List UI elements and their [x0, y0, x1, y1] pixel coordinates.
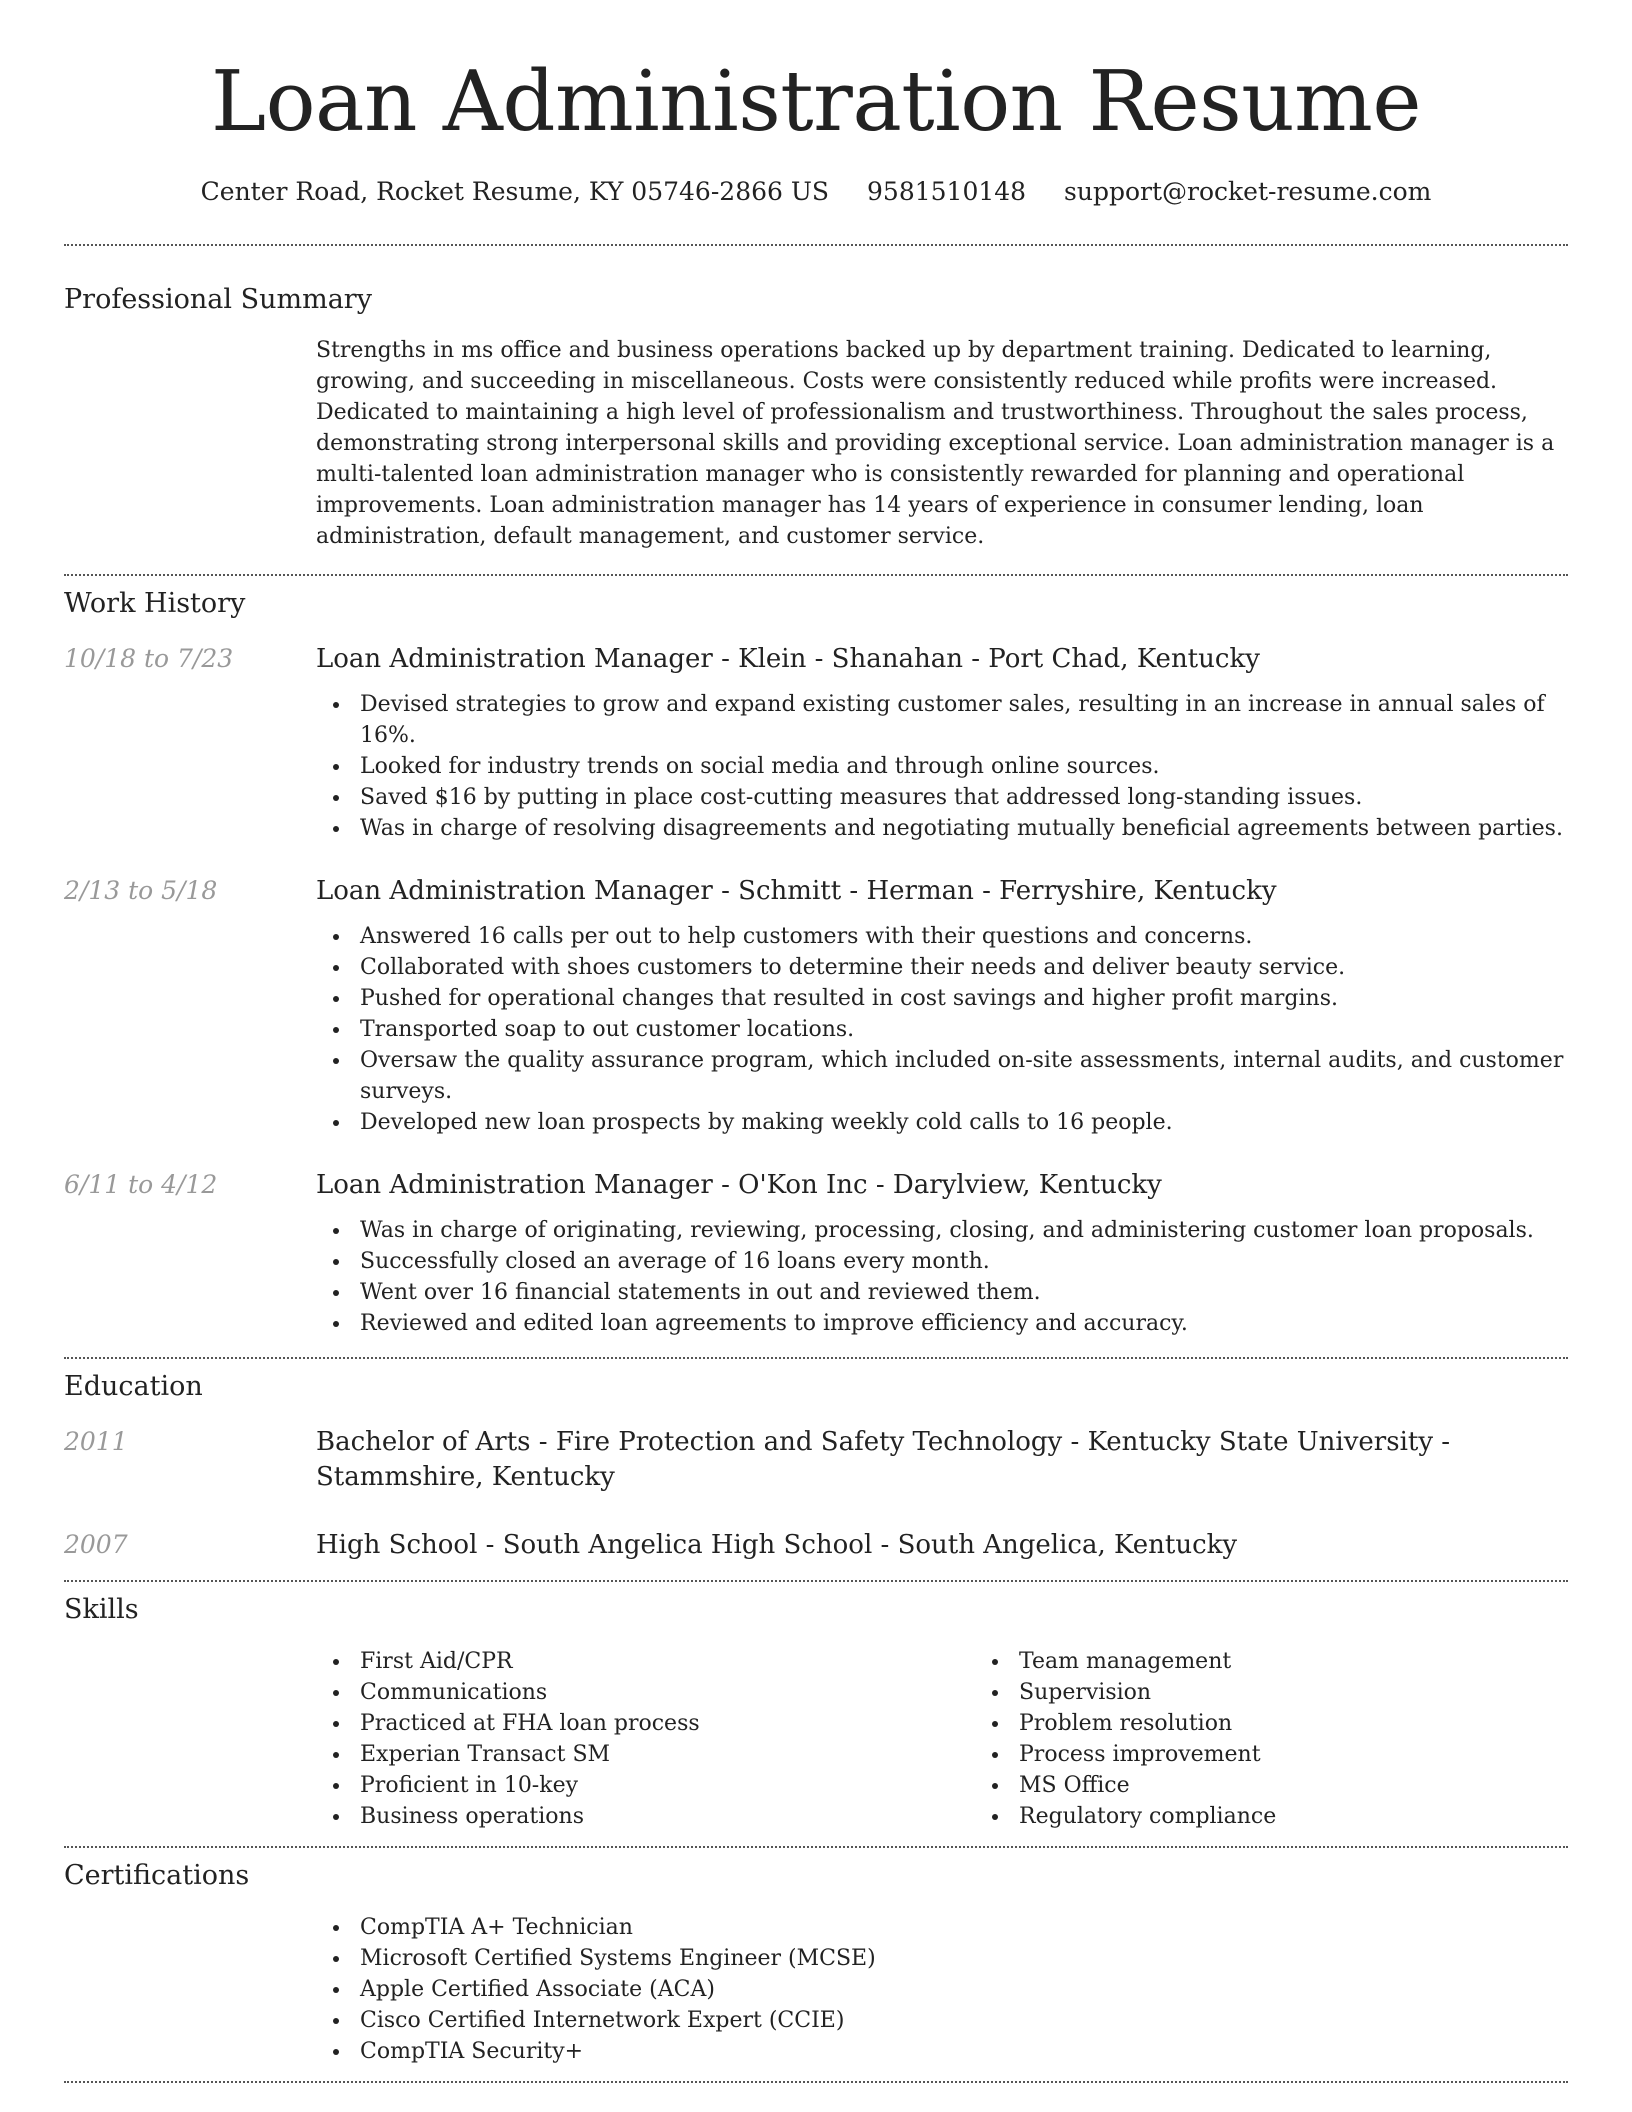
job-bullets [316, 1215, 1568, 1339]
job-dates: 10/18 to 7/23 [64, 644, 234, 673]
list-item: Experian Transact SM [360, 1739, 975, 1770]
contact-email: support@rocket-resume.com [1064, 177, 1432, 206]
education-entry [64, 1425, 1568, 1495]
list-item: Was in charge of originating, reviewing, processing, closing, and administering customer loan proposals. [360, 1215, 1568, 1246]
list-item: CompTIA Security+ [360, 2036, 1568, 2067]
certifications-list [316, 1912, 1568, 2067]
list-item: First Aid/CPR [360, 1646, 975, 1677]
certifications-row [64, 1900, 1568, 2067]
list-item: Collaborated with shoes customers to determine their needs and deliver beauty service. [360, 952, 1568, 983]
contact-line [64, 174, 1568, 210]
list-item: Saved $16 by putting in place cost-cutting measures that addressed long-standing issues. [360, 782, 1568, 813]
job-entry [64, 642, 1568, 844]
list-item: Microsoft Certified Systems Engineer (MCSE) [360, 1943, 1568, 1974]
summary-row [64, 335, 1568, 552]
education-school: - Kentucky State University - Stammshire, Kentucky [316, 1427, 1451, 1492]
job-bullets [316, 689, 1568, 844]
list-item: CompTIA A+ Technician [360, 1912, 1568, 1943]
list-item: Answered 16 calls per out to help customers with their questions and concerns. [360, 921, 1568, 952]
list-item: MS Office [1019, 1770, 1632, 1801]
list-item: Successfully closed an average of 16 loans every month. [360, 1246, 1568, 1277]
list-item: Communications [360, 1677, 975, 1708]
list-item: Reviewed and edited loan agreements to improve efficiency and accuracy. [360, 1308, 1568, 1339]
education-entry [64, 1528, 1568, 1563]
list-item: Regulatory compliance [1019, 1801, 1632, 1832]
list-item: Cisco Certified Internetwork Expert (CCIE) [360, 2005, 1568, 2036]
certifications-heading: Certifications [64, 1860, 250, 1891]
list-item: Went over 16 financial statements in out and reviewed them. [360, 1277, 1568, 1308]
list-item: Developed new loan prospects by making weekly cold calls to 16 people. [360, 1107, 1568, 1138]
list-item: Supervision [1019, 1677, 1632, 1708]
list-item: Practiced at FHA loan process [360, 1708, 975, 1739]
education-school: - South Angelica High School - South Angelica, Kentucky [477, 1530, 1238, 1560]
list-item: Devised strategies to grow and expand existing customer sales, resulting in an increase in annual sales of 16%. [360, 689, 1568, 751]
list-item: Was in charge of resolving disagreements and negotiating mutually beneficial agreements between parties. [360, 813, 1568, 844]
list-item: Oversaw the quality assurance program, which included on-site assessments, internal audits, and customer surveys. [360, 1045, 1568, 1107]
summary-heading: Professional Summary [64, 284, 372, 315]
skills-list-left [316, 1646, 975, 1832]
job-dates: 2/13 to 5/18 [64, 876, 218, 905]
skills-list-right [975, 1646, 1632, 1832]
contact-address: Center Road, Rocket Resume, KY 05746-2866 US [200, 177, 830, 206]
list-item: Process improvement [1019, 1739, 1632, 1770]
job-title: Loan Administration Manager - Schmitt - Herman - Ferryshire, Kentucky [316, 876, 1277, 906]
list-item: Apple Certified Associate (ACA) [360, 1974, 1568, 2005]
education-degree: Bachelor of Arts - Fire Protection and Safety Technology [316, 1427, 1063, 1457]
education-degree: High School [316, 1530, 478, 1560]
job-dates: 6/11 to 4/12 [64, 1170, 218, 1199]
education-year: 2011 [64, 1427, 128, 1456]
contact-phone: 9581510148 [867, 177, 1027, 206]
resume-title: Loan Administration Resume [210, 53, 1422, 150]
list-item: Transported soap to out customer locations. [360, 1014, 1568, 1045]
job-bullets [316, 921, 1568, 1138]
section-divider [64, 2081, 1568, 2083]
list-item: Looked for industry trends on social media and through online sources. [360, 751, 1568, 782]
work-history-heading: Work History [64, 588, 246, 619]
education-heading: Education [64, 1371, 203, 1402]
education-year: 2007 [64, 1530, 128, 1559]
list-item: Pushed for operational changes that resulted in cost savings and higher profit margins. [360, 983, 1568, 1014]
list-item: Team management [1019, 1646, 1632, 1677]
job-entry [64, 1168, 1568, 1339]
list-item: Problem resolution [1019, 1708, 1632, 1739]
list-item: Proficient in 10-key [360, 1770, 975, 1801]
job-entry [64, 874, 1568, 1138]
summary-text: Strengths in ms office and business operations backed up by department training. Dedicated to learning, growing, and succeeding in miscellaneous. Costs were consistently reduced while profits were increased. Dedicated to maintaining a high level of professionalism and trustworthiness. Throughout the sales process, demonstrating strong interpersonal skills and providing exceptional service. Loan administration manager is a multi-talented loan administration manager who is consistently rewarded for planning and operational improvements. Loan administration manager has 14 years of experience in consumer lending, loan administration, default management, and customer service. [316, 338, 1555, 549]
job-title: Loan Administration Manager - O'Kon Inc - Darylview, Kentucky [316, 1170, 1162, 1200]
skills-row [64, 1634, 1568, 1832]
list-item: Business operations [360, 1801, 975, 1832]
job-title: Loan Administration Manager - Klein - Shanahan - Port Chad, Kentucky [316, 644, 1260, 674]
skills-heading: Skills [64, 1594, 139, 1625]
